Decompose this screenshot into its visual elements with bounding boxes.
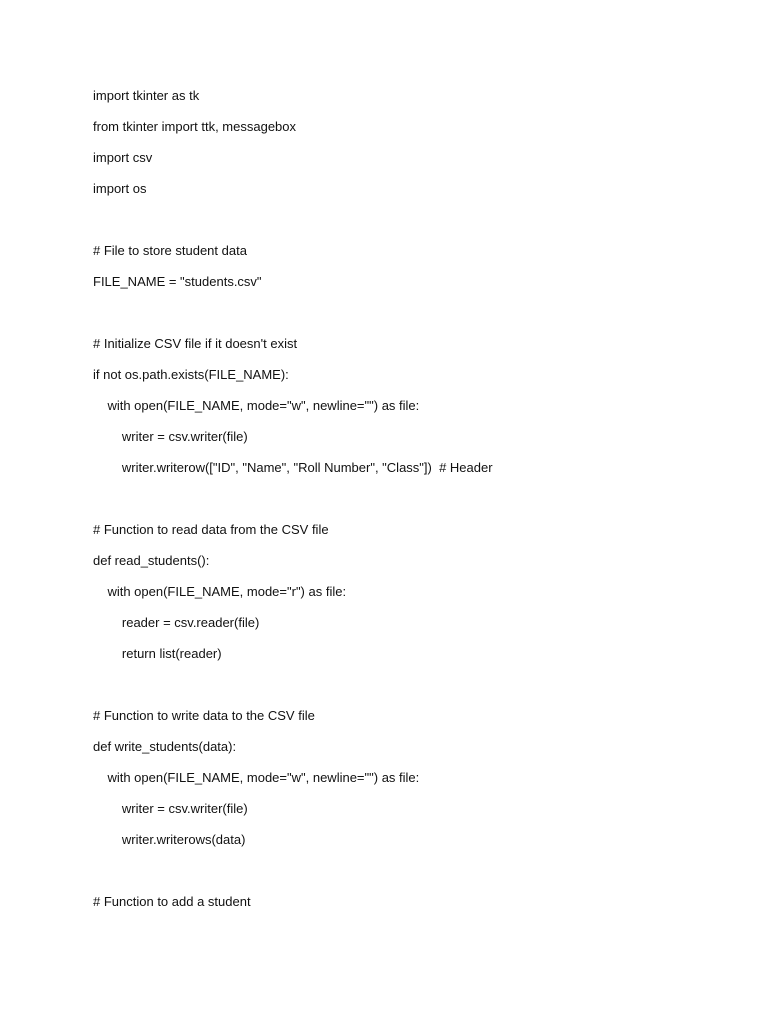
code-line: writer = csv.writer(file) bbox=[93, 801, 248, 816]
code-line: FILE_NAME = "students.csv" bbox=[93, 274, 262, 289]
code-line: if not os.path.exists(FILE_NAME): bbox=[93, 367, 289, 382]
code-line: from tkinter import ttk, messagebox bbox=[93, 119, 297, 134]
blank-line bbox=[93, 489, 713, 520]
code-line: with open(FILE_NAME, mode="w", newline="") as file: bbox=[93, 770, 420, 785]
code-line: import csv bbox=[93, 150, 153, 165]
code-line: writer = csv.writer(file) bbox=[93, 429, 248, 444]
blank-line bbox=[93, 675, 713, 706]
code-line: def read_students(): bbox=[93, 553, 210, 568]
code-comment: # Function to write data to the CSV file bbox=[93, 708, 315, 723]
blank-line bbox=[93, 303, 713, 334]
blank-line bbox=[93, 861, 713, 892]
code-comment: # Initialize CSV file if it doesn't exist bbox=[93, 336, 298, 351]
code-line: with open(FILE_NAME, mode="r") as file: bbox=[93, 584, 347, 599]
code-comment: # Function to add a student bbox=[93, 894, 251, 909]
code-line: reader = csv.reader(file) bbox=[93, 615, 260, 630]
code-listing bbox=[93, 86, 713, 923]
code-line: with open(FILE_NAME, mode="w", newline="") as file: bbox=[93, 398, 420, 413]
code-line: writer.writerow(["ID", "Name", "Roll Number", "Class"]) # Header bbox=[93, 460, 493, 475]
code-comment: # File to store student data bbox=[93, 243, 247, 258]
code-line: return list(reader) bbox=[93, 646, 222, 661]
blank-line bbox=[93, 210, 713, 241]
code-line: def write_students(data): bbox=[93, 739, 237, 754]
code-comment: # Function to read data from the CSV file bbox=[93, 522, 329, 537]
code-line: import tkinter as tk bbox=[93, 88, 200, 103]
code-line: writer.writerows(data) bbox=[93, 832, 246, 847]
code-line: import os bbox=[93, 181, 147, 196]
